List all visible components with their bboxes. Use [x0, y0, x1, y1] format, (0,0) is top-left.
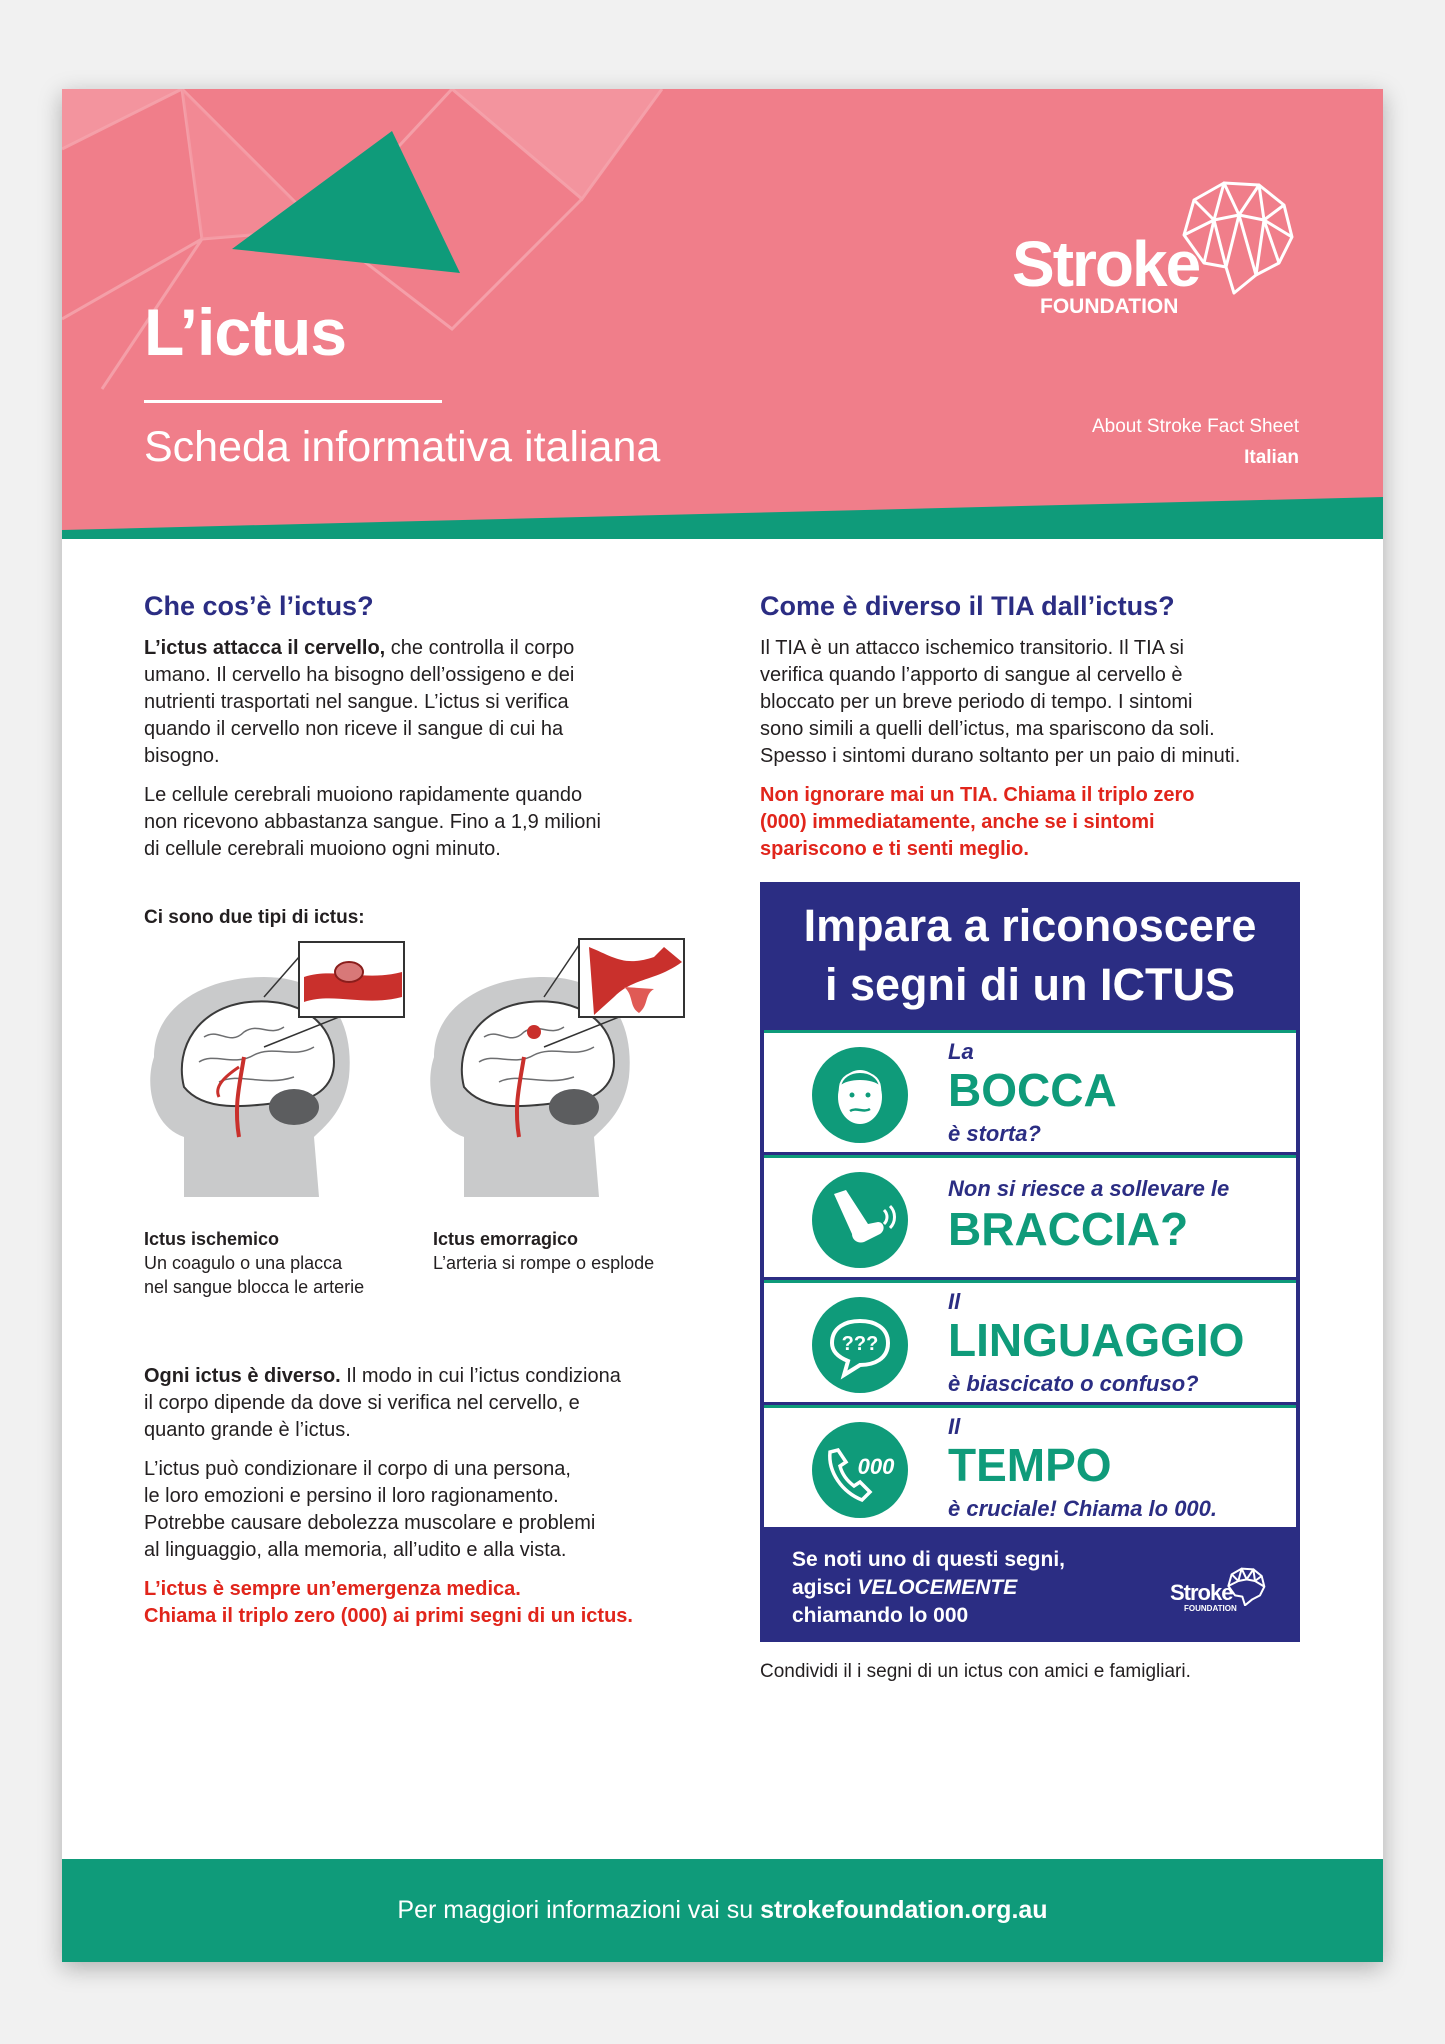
text-line: umano. Il cervello ha bisogno dell’ossigeno e dei	[144, 664, 575, 686]
paragraph-tia	[760, 635, 1305, 770]
text-line: il corpo dipende da dove si verifica nel cervello, e	[144, 1392, 580, 1414]
text-line: Il TIA è un attacco ischemico transitorio. Il TIA si	[760, 637, 1184, 659]
caption-title: Ictus emorragico	[433, 1229, 579, 1249]
sign-row-face	[764, 1030, 1296, 1152]
paragraph-stroke-attacks-brain	[144, 635, 704, 770]
sign-top-text: La	[948, 1039, 974, 1064]
text-line: quanto grande è l’ictus.	[144, 1419, 351, 1441]
emphasis-text: VELOCEMENTE	[857, 1576, 1018, 1599]
text-line: verifica quando l’apporto di sangue al cervello è	[760, 664, 1183, 686]
caption-title: Ictus ischemico	[144, 1229, 280, 1249]
page-subtitle: Scheda informativa italiana	[144, 423, 661, 471]
logo-subtitle: FOUNDATION	[1040, 295, 1179, 318]
bold-lead: L’ictus attacca il cervello,	[144, 637, 386, 659]
mini-logo-wordmark: Stroke	[1170, 1580, 1233, 1605]
mini-logo-subtitle: FOUNDATION	[1184, 1604, 1237, 1613]
phone-icon	[812, 1422, 908, 1518]
sign-top-text: Non si riesce a sollevare le	[948, 1176, 1230, 1201]
text-line: sono simili a quelli dell’ictus, ma spariscono da soli.	[760, 718, 1215, 740]
sign-top-text: Il	[948, 1289, 961, 1314]
page-title: L’ictus	[144, 295, 347, 369]
text-line: nutrienti trasportati nel sangue. L’ictus si verifica	[144, 691, 569, 713]
text-line: al linguaggio, alla memoria, all’udito e alla vista.	[144, 1539, 567, 1561]
right-column	[760, 591, 1305, 863]
logo-wordmark: Stroke	[1012, 228, 1200, 300]
bold-lead: Ogni ictus è diverso.	[144, 1365, 341, 1387]
title-divider	[144, 400, 442, 403]
emergency-warning	[144, 1576, 704, 1630]
arm-icon	[812, 1172, 908, 1268]
text-line: Se noti uno di questi segni,	[792, 1548, 1066, 1571]
face-icon	[812, 1047, 908, 1143]
paragraph-every-stroke-different	[144, 1363, 704, 1444]
left-column	[144, 591, 704, 875]
caption-line: nel sangue blocca le arterie	[144, 1277, 365, 1297]
sign-bottom-text: è biascicato o confuso?	[948, 1371, 1199, 1396]
share-note: Condividi il i segni di un ictus con amici e famigliari.	[760, 1661, 1191, 1682]
caption-ischemic	[144, 1227, 364, 1299]
language-label: Italian	[1244, 447, 1299, 468]
sign-row-speech	[764, 1280, 1296, 1402]
text-line	[792, 1574, 1065, 1602]
stroke-foundation-mini-logo	[1170, 1566, 1280, 1616]
header-banner	[62, 89, 1383, 539]
sign-keyword: TEMPO	[948, 1439, 1112, 1491]
sign-keyword: BOCCA	[948, 1064, 1117, 1116]
footer-banner	[62, 1859, 1383, 1962]
speech-bubble-icon	[812, 1297, 908, 1393]
text-fragment: agisci	[792, 1576, 858, 1599]
about-label	[1092, 411, 1299, 473]
text-line: Spesso i sintomi durano soltanto per un paio di minuti.	[760, 745, 1241, 767]
text-line: non ricevono abbastanza sangue. Fino a 1,9 milioni	[144, 811, 601, 833]
section-heading-what-is-stroke: Che cos’è l’ictus?	[144, 591, 374, 621]
text-line: che controlla il corpo	[385, 637, 575, 659]
text-line: (000) immediatamente, anche se i sintomi	[760, 811, 1155, 833]
text-line: Potrebbe causare debolezza muscolare e problemi	[144, 1512, 596, 1534]
text-line: quando il cervello non riceve il sangue di cui ha	[144, 718, 564, 740]
text-line: spariscono e ti senti meglio.	[760, 838, 1029, 860]
signs-call-to-action	[792, 1546, 1065, 1630]
text-line: Le cellule cerebrali muoiono rapidamente quando	[144, 784, 583, 806]
sign-top-text: Il	[948, 1414, 961, 1439]
text-line: Chiama il triplo zero (000) ai primi segni di un ictus.	[144, 1605, 633, 1627]
text-line: L’ictus è sempre un’emergenza medica.	[144, 1578, 521, 1600]
paragraph-brain-cells	[144, 782, 704, 863]
paragraph-stroke-effects	[144, 1456, 704, 1564]
text-line: Il modo in cui l’ictus condiziona	[340, 1365, 621, 1387]
sign-row-arms	[764, 1155, 1296, 1277]
caption-line: Un coagulo o una placca	[144, 1253, 343, 1273]
stroke-types-heading: Ci sono due tipi di ictus:	[144, 907, 365, 928]
text-line: le loro emozioni e persino il loro ragionamento.	[144, 1485, 559, 1507]
ischemic-stroke-illustration	[144, 937, 414, 1217]
text-line: bloccato per un breve periodo di tempo. I sintomi	[760, 691, 1193, 713]
caption-hemorrhagic	[433, 1227, 654, 1275]
stroke-foundation-logo	[1012, 175, 1302, 325]
caption-line: L’arteria si rompe o esplode	[433, 1253, 655, 1273]
signs-title	[760, 896, 1300, 1014]
footer-text: Per maggiori informazioni vai su	[397, 1896, 761, 1924]
sign-keyword: LINGUAGGIO	[948, 1314, 1245, 1366]
sign-keyword: BRACCIA?	[948, 1203, 1189, 1255]
footer-link[interactable]: strokefoundation.org.au	[760, 1896, 1048, 1924]
left-lower-text	[144, 1363, 704, 1630]
speech-icon-text: ???	[841, 1333, 879, 1355]
signs-title-line: i segni di un ICTUS	[824, 959, 1235, 1010]
text-line: di cellule cerebrali muoiono ogni minuto.	[144, 838, 501, 860]
fact-sheet-page	[62, 89, 1383, 1962]
section-heading-tia: Come è diverso il TIA dall’ictus?	[760, 591, 1175, 621]
text-line: L’ictus può condizionare il corpo di una persona,	[144, 1458, 571, 1480]
tia-warning	[760, 782, 1305, 863]
signs-title-line: Impara a riconoscere	[803, 900, 1257, 951]
about-line: About Stroke Fact Sheet	[1091, 416, 1299, 437]
phone-icon-text: 000	[857, 1454, 895, 1479]
text-line: Non ignorare mai un TIA. Chiama il triplo zero	[760, 784, 1195, 806]
text-line: bisogno.	[144, 745, 220, 767]
sign-row-time	[764, 1405, 1296, 1527]
text-line: chiamando lo 000	[792, 1604, 969, 1627]
sign-bottom-text: è cruciale! Chiama lo 000.	[948, 1496, 1218, 1521]
stroke-signs-panel	[760, 882, 1300, 1642]
sign-bottom-text: è storta?	[948, 1121, 1041, 1146]
hemorrhagic-stroke-illustration	[424, 937, 694, 1217]
